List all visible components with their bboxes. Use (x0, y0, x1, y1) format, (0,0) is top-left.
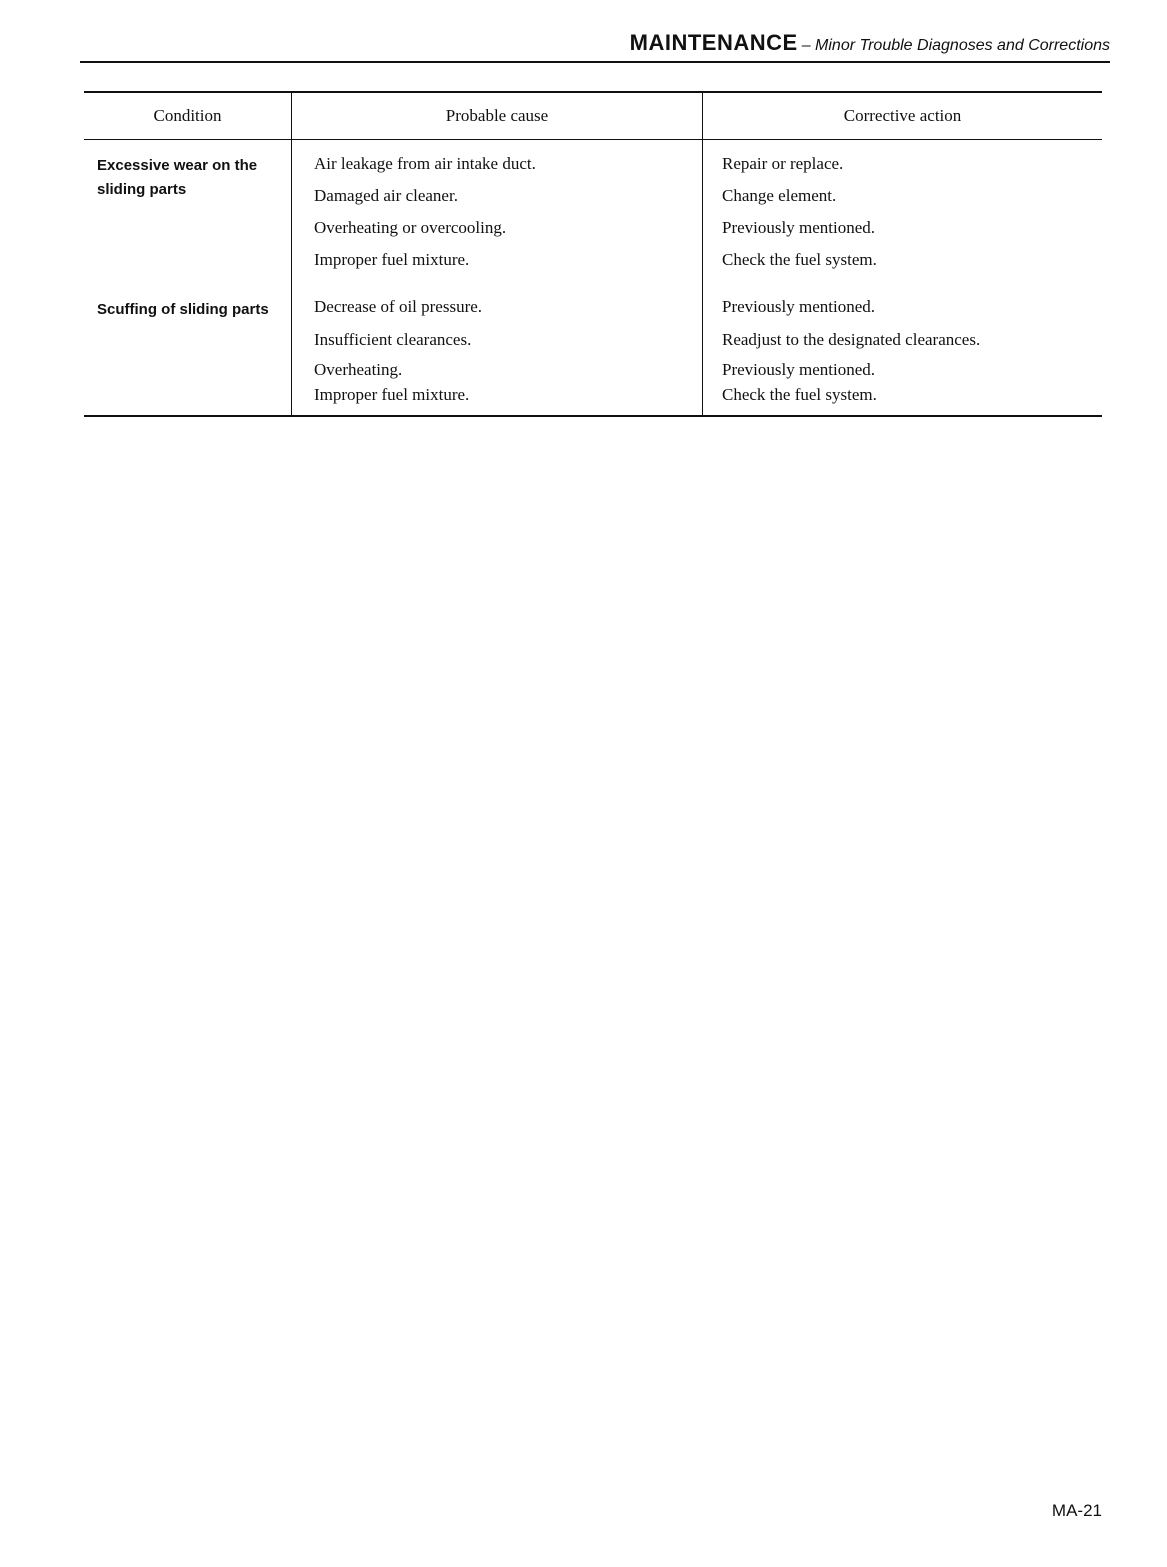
corrective-action: Repair or replace. (722, 154, 844, 173)
corrective-action: Previously mentioned. (722, 218, 875, 237)
corrective-action: Readjust to the designated clearances. (722, 330, 981, 349)
probable-cause: Decrease of oil pressure. (314, 297, 483, 316)
column-header-condition: Condition (153, 106, 222, 125)
column-header-probable-cause: Probable cause (445, 106, 549, 125)
column-header-corrective-action: Corrective action (843, 106, 962, 125)
probable-cause: Overheating or overcooling. (314, 218, 507, 237)
corrective-action: Check the fuel system. (722, 385, 877, 404)
corrective-action: Check the fuel system. (722, 250, 877, 269)
condition-cell: Excessive wear on the sliding parts (97, 157, 258, 198)
probable-cause: Air leakage from air intake duct. (314, 154, 536, 173)
corrective-action: Change element. (722, 186, 837, 205)
header-subtitle: – Minor Trouble Diagnoses and Corrections (801, 37, 1110, 54)
column-divider (291, 93, 292, 415)
corrective-action: Previously mentioned. (722, 360, 875, 379)
header-rule (80, 61, 1110, 63)
column-divider (702, 93, 703, 415)
header-divider (84, 139, 1102, 140)
header-section: MAINTENANCE (629, 30, 798, 55)
corrective-action: Previously mentioned. (722, 297, 875, 316)
trouble-table (84, 91, 1102, 417)
page-header (80, 30, 1110, 56)
probable-cause: Damaged air cleaner. (314, 186, 458, 205)
probable-cause: Improper fuel mixture. (314, 250, 470, 269)
probable-cause: Improper fuel mixture. (314, 385, 470, 404)
probable-cause: Insufficient clearances. (314, 330, 472, 349)
condition-cell: Scuffing of sliding parts (97, 301, 269, 318)
page-number: MA-21 (1051, 1501, 1102, 1520)
probable-cause: Overheating. (314, 360, 403, 379)
